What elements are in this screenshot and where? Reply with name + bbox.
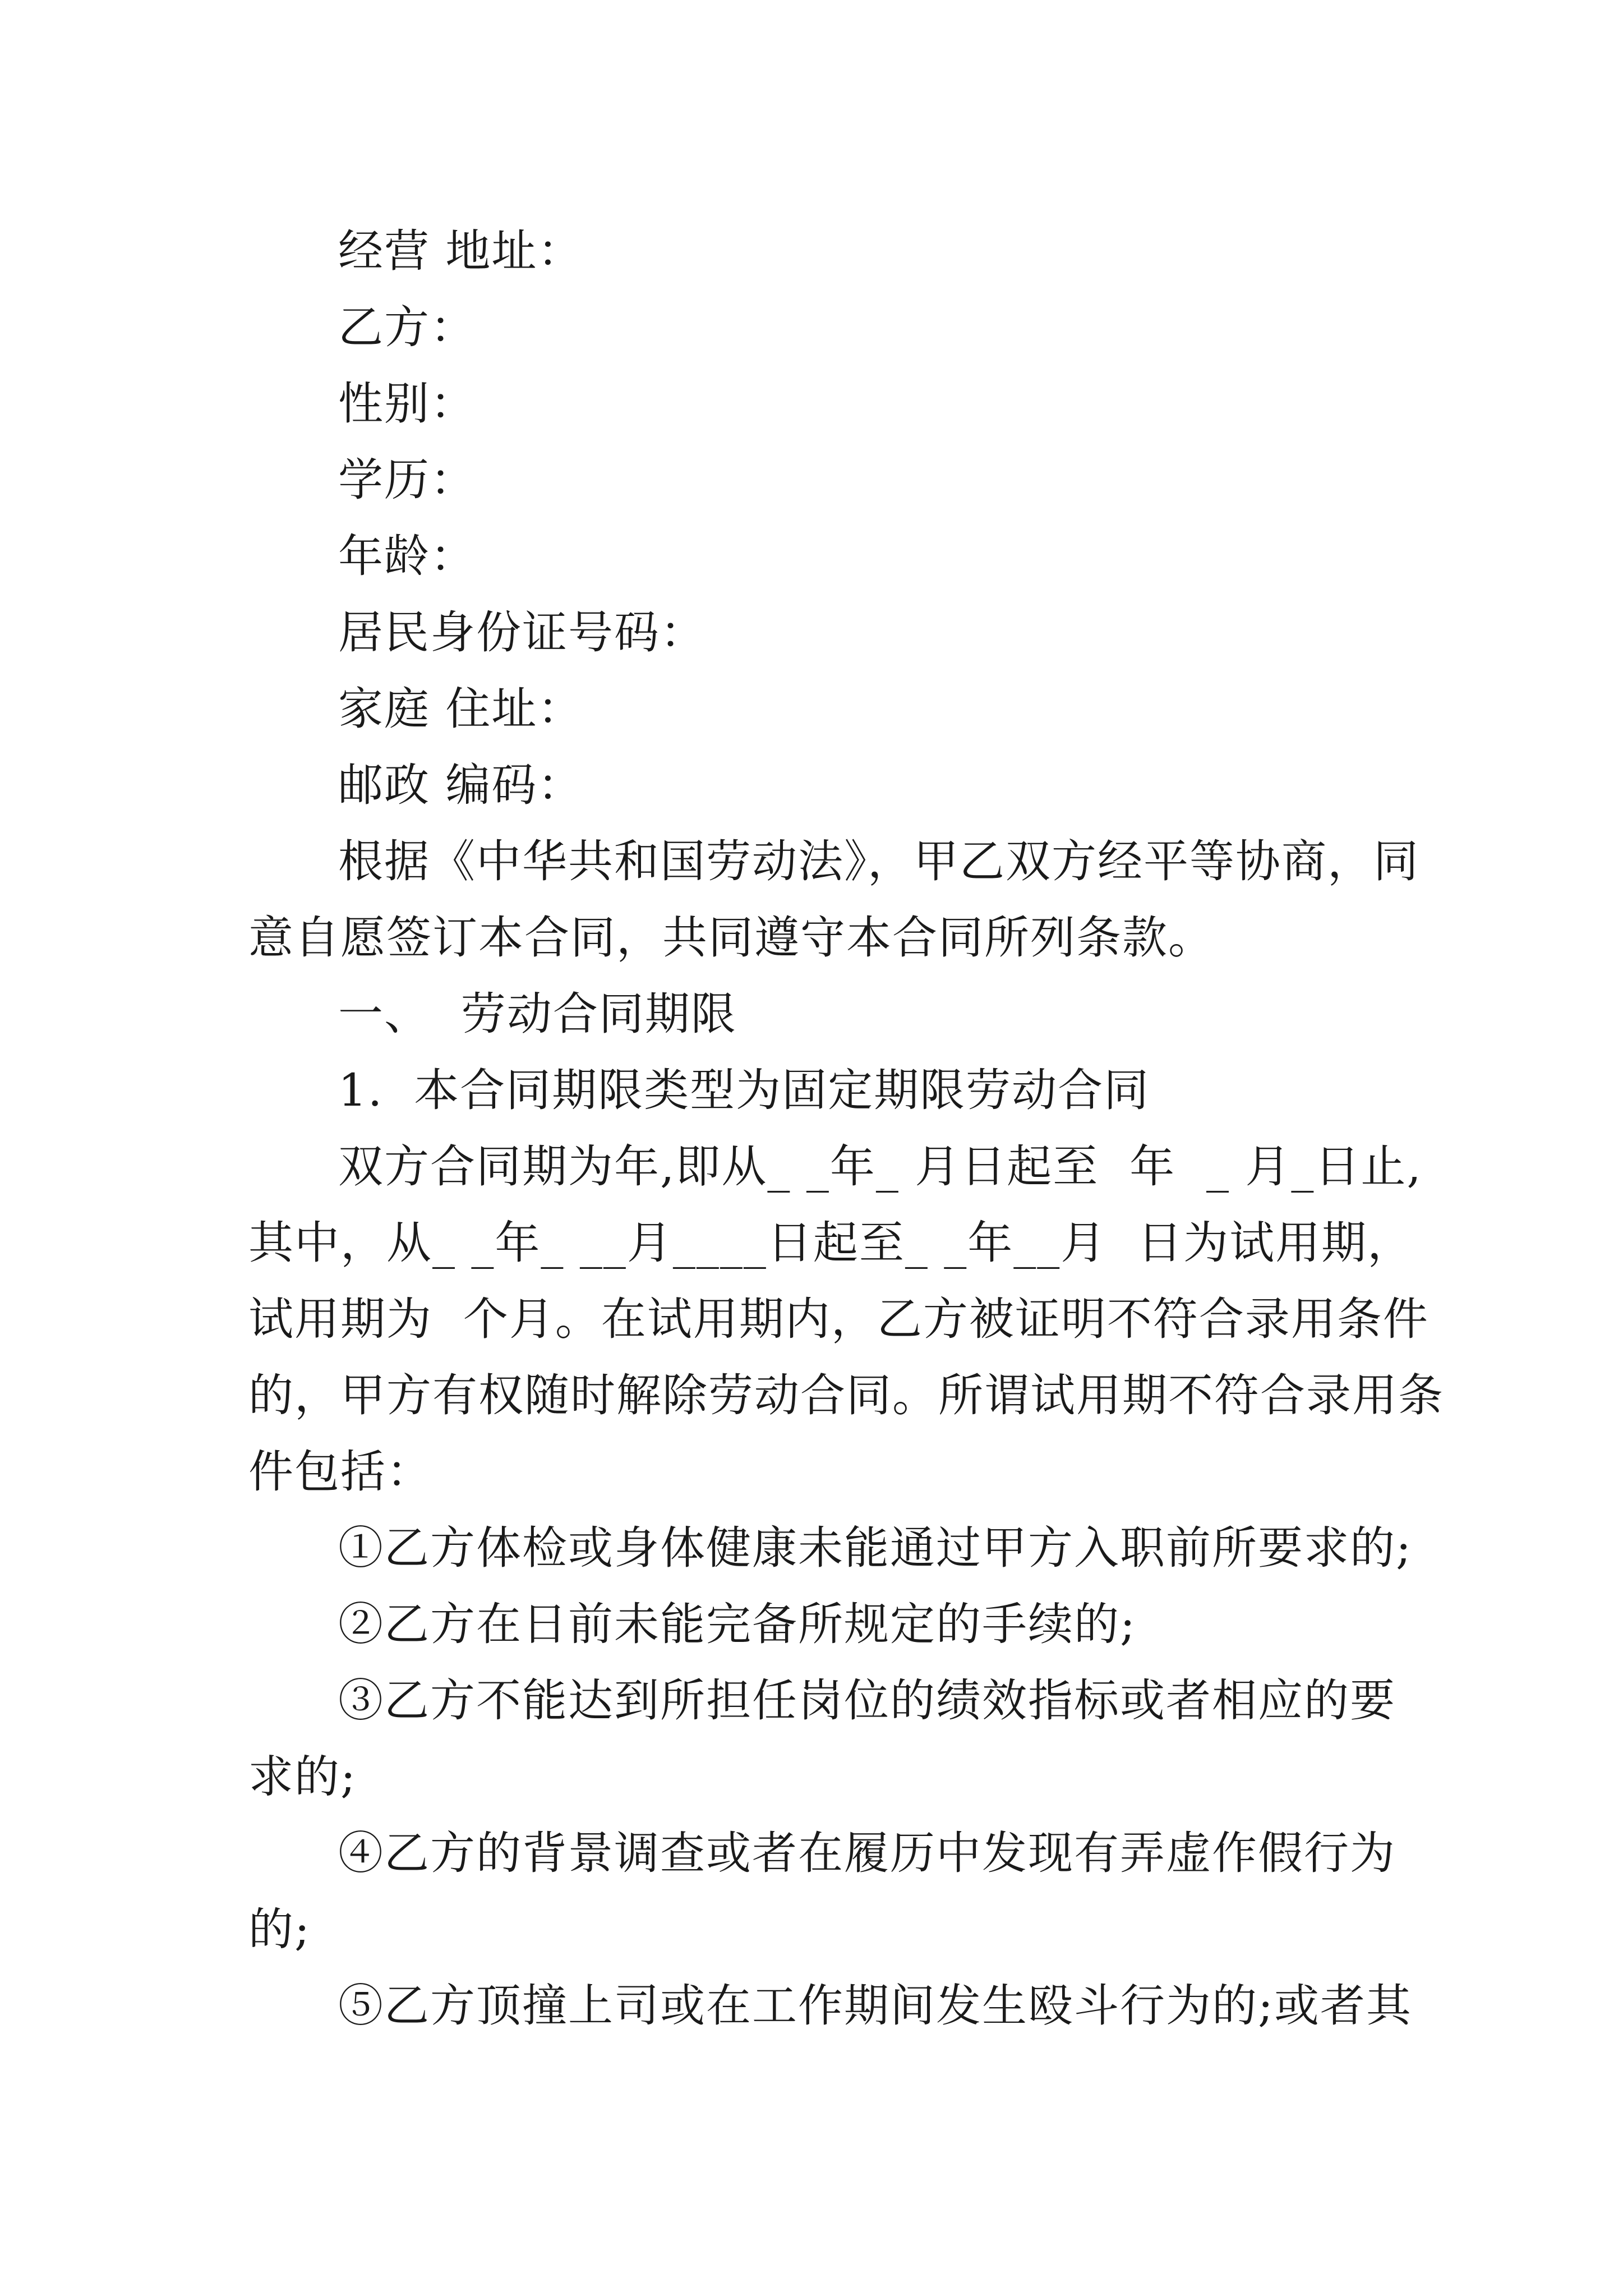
condition-5-line-1: ⑤乙方顶撞上司或在工作期间发生殴斗行为的;或者其: [338, 1980, 1412, 2032]
condition-2: ②乙方在日前未能完备所规定的手续的;: [338, 1598, 1136, 1650]
condition-3-line-2: 求的;: [248, 1751, 357, 1803]
intro-line-2: 意自愿签订本合同，共同遵守本合同所列条款。: [248, 912, 1214, 964]
field-home-address: 家庭 住址：: [338, 683, 584, 735]
field-id-number: 居民身份证号码：: [338, 606, 706, 659]
term-line-1: 双方合同期为年,即从_ _年_ 月日起至 年 _ 月_日止,: [338, 1140, 1422, 1193]
condition-1: ①乙方体检或身体健康未能通过甲方入职前所要求的;: [338, 1522, 1412, 1574]
field-education: 学历：: [338, 454, 476, 506]
term-line-3: 试用期为 个月。在试用期内，乙方被证明不符合录用条件: [248, 1293, 1429, 1345]
field-gender: 性别：: [338, 378, 476, 430]
field-business-address: 经营 地址：: [338, 225, 584, 277]
intro-line-1: 根据《中华共和国劳动法》，甲乙双方经平等协商，同: [338, 835, 1419, 887]
field-postal-code: 邮政 编码：: [338, 759, 584, 811]
condition-4-line-1: ④乙方的背景调查或者在履历中发现有弄虚作假行为: [338, 1827, 1396, 1879]
term-line-4: 的，甲方有权随时解除劳动合同。所谓试用期不符合录用条: [248, 1369, 1444, 1421]
term-line-5: 件包括：: [248, 1446, 432, 1498]
contract-body: [248, 213, 1444, 2044]
condition-3-line-1: ③乙方不能达到所担任岗位的绩效指标或者相应的要: [338, 1674, 1396, 1727]
term-line-2: 其中，从_ _年_ __月____日起至_ _年__月 日为试用期，: [248, 1217, 1414, 1269]
condition-4-line-2: 的;: [248, 1903, 311, 1955]
section-item-1: 1. 本合同期限类型为固定期限劳动合同: [338, 1064, 1150, 1116]
section-heading: 一、 劳动合同期限: [338, 988, 737, 1040]
field-party-b: 乙方：: [338, 301, 476, 353]
field-age: 年龄：: [338, 530, 476, 582]
